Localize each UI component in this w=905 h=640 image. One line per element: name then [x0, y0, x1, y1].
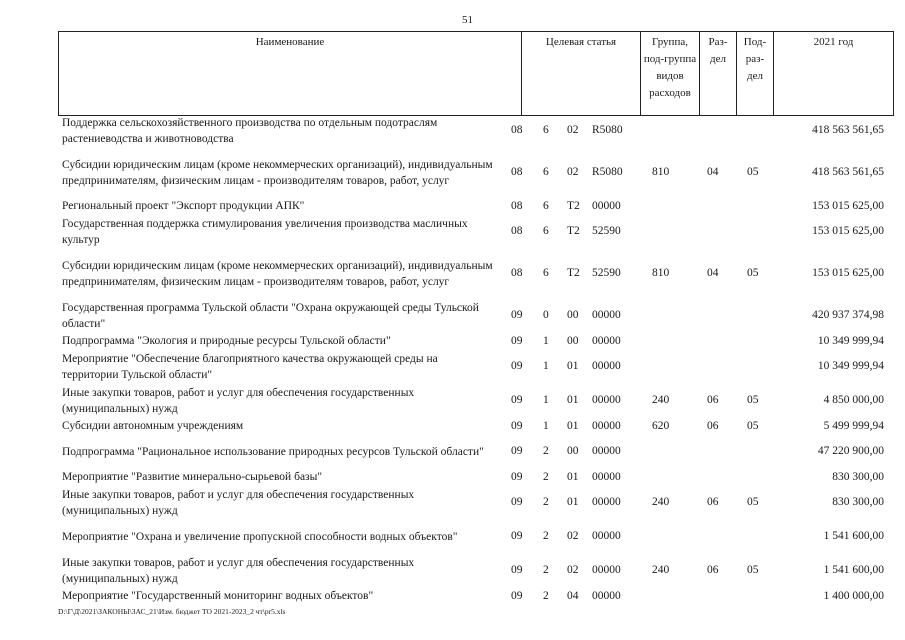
table-row — [62, 214, 892, 248]
table-row — [62, 197, 892, 214]
target-code-2: 2 — [543, 496, 549, 508]
target-code-4: 00000 — [592, 564, 621, 576]
subsection: 05 — [747, 267, 759, 279]
row-name: Иные закупки товаров, работ и услуг для обеспечения государственных (муниципальных) нужд — [62, 488, 415, 517]
target-code-3: 01 — [567, 394, 579, 406]
table-row — [62, 147, 892, 197]
target-code-1: 08 — [511, 166, 523, 178]
expense-group: 810 — [652, 166, 670, 178]
row-name: Мероприятие "Обеспечение благоприятного качества окружающей среды на территории Тульской области" — [62, 352, 438, 381]
footer-file-path: D:\Г\Д\2021\ЗАКОНЫ\ЗАС_21\Изм. бюджет ТО 2021-2023_2 чт\pr5.xls — [58, 607, 286, 616]
row-name: Мероприятие "Государственный мониторинг водных объектов" — [62, 590, 374, 602]
expense-group: 810 — [652, 267, 670, 279]
table-body — [62, 113, 892, 604]
amount-2021: 10 349 999,94 — [817, 334, 884, 347]
amount-2021: 153 015 625,00 — [812, 267, 884, 279]
target-code-3: 01 — [567, 419, 579, 432]
target-code-4: 52590 — [592, 225, 621, 237]
target-code-1: 08 — [511, 199, 523, 212]
expense-group: 240 — [652, 394, 670, 406]
target-code-3: 02 — [567, 124, 579, 136]
amount-2021: 1 541 600,00 — [823, 564, 884, 576]
section: 06 — [707, 496, 719, 508]
subsection: 05 — [747, 564, 759, 576]
row-name: Субсидии юридическим лицам (кроме некоммерческих организаций), индивидуальным предпринимателям, физическим лицам - производителям товаров, работ, услуг — [62, 259, 493, 288]
row-name: Мероприятие "Охрана и увеличение пропускной способности водных объектов" — [62, 530, 458, 543]
target-code-3: Т2 — [567, 225, 580, 237]
header-name: Наименование — [59, 32, 522, 116]
table-row — [62, 485, 892, 519]
row-name: Субсидии автономным учреждениям — [62, 420, 244, 432]
amount-2021: 1 541 600,00 — [823, 530, 884, 542]
target-code-4: 00000 — [592, 589, 621, 602]
row-name: Поддержка сельскохозяйственного производства по отдельным подотраслям растениеводства и животноводства — [62, 116, 438, 145]
table-row — [62, 298, 892, 332]
table-row — [62, 587, 892, 604]
row-name: Подпрограмма "Рациональное использование природных ресурсов Тульской области" — [62, 445, 484, 458]
target-code-4: 00000 — [592, 445, 621, 457]
target-code-1: 09 — [511, 445, 523, 457]
target-code-2: 6 — [543, 199, 549, 212]
header-section: Раз-дел — [700, 32, 737, 116]
target-code-2: 2 — [543, 564, 549, 576]
target-code-2: 6 — [543, 267, 549, 279]
table-header — [58, 31, 894, 116]
target-code-3: 02 — [567, 530, 579, 542]
row-name: Подпрограмма "Экология и природные ресурсы Тульской области" — [62, 335, 391, 347]
target-code-1: 09 — [511, 309, 523, 321]
table-row — [62, 332, 892, 349]
expense-group: 240 — [652, 564, 670, 576]
target-code-2: 2 — [543, 589, 549, 602]
target-code-3: 00 — [567, 445, 579, 457]
target-code-3: 02 — [567, 166, 579, 178]
expense-group: 620 — [652, 419, 670, 432]
target-code-4: 00000 — [592, 309, 621, 321]
target-code-1: 09 — [511, 564, 523, 576]
expense-group: 240 — [652, 496, 670, 508]
section: 04 — [707, 166, 719, 178]
section: 06 — [707, 419, 719, 432]
row-name: Государственная поддержка стимулирования увеличения производства масличных культур — [62, 217, 468, 246]
target-code-4: 52590 — [592, 267, 621, 279]
target-code-4: 00000 — [592, 360, 621, 372]
row-name: Иные закупки товаров, работ и услуг для обеспечения государственных (муниципальных) нужд — [62, 556, 415, 585]
table-row — [62, 434, 892, 468]
target-code-4: 00000 — [592, 496, 621, 508]
section: 04 — [707, 267, 719, 279]
table-row — [62, 113, 892, 147]
target-code-1: 09 — [511, 589, 523, 602]
target-code-3: 04 — [567, 589, 579, 602]
target-code-2: 2 — [543, 530, 549, 542]
target-code-1: 09 — [511, 496, 523, 508]
target-code-4: 00000 — [592, 530, 621, 542]
row-name: Субсидии юридическим лицам (кроме некоммерческих организаций), индивидуальным предпринимателям, физическим лицам - производителям товаров, работ, услуг — [62, 158, 493, 187]
row-name: Мероприятие "Развитие минерально-сырьевой базы" — [62, 471, 323, 483]
amount-2021: 5 499 999,94 — [823, 419, 884, 432]
target-code-1: 08 — [511, 124, 523, 136]
target-code-4: 00000 — [592, 394, 621, 406]
amount-2021: 418 563 561,65 — [812, 124, 884, 136]
amount-2021: 4 850 000,00 — [823, 394, 884, 406]
target-code-3: 00 — [567, 309, 579, 321]
target-code-4: 00000 — [592, 199, 621, 212]
header-year: 2021 год — [774, 32, 894, 116]
target-code-1: 09 — [511, 470, 523, 483]
target-code-1: 09 — [511, 334, 523, 347]
target-code-2: 6 — [543, 166, 549, 178]
target-code-2: 0 — [543, 309, 549, 321]
subsection: 05 — [747, 394, 759, 406]
page-number: 51 — [462, 14, 473, 26]
target-code-2: 1 — [543, 360, 549, 372]
subsection: 05 — [747, 419, 759, 432]
target-code-2: 2 — [543, 470, 549, 483]
amount-2021: 47 220 900,00 — [817, 445, 884, 457]
header-target-article: Целевая статья — [522, 32, 641, 116]
subsection: 05 — [747, 496, 759, 508]
target-code-2: 1 — [543, 394, 549, 406]
table-row — [62, 417, 892, 434]
table-row — [62, 248, 892, 298]
table-row — [62, 349, 892, 383]
target-code-4: R5080 — [592, 166, 623, 178]
table-row — [62, 553, 892, 587]
target-code-2: 1 — [543, 334, 549, 347]
amount-2021: 1 400 000,00 — [823, 589, 884, 602]
amount-2021: 830 300,00 — [832, 496, 884, 508]
target-code-3: 01 — [567, 360, 579, 372]
table-row — [62, 519, 892, 553]
section: 06 — [707, 394, 719, 406]
target-code-3: Т2 — [567, 267, 580, 279]
row-name: Иные закупки товаров, работ и услуг для обеспечения государственных (муниципальных) нужд — [62, 386, 415, 415]
table-row — [62, 468, 892, 485]
target-code-1: 09 — [511, 360, 523, 372]
target-code-3: 02 — [567, 564, 579, 576]
target-code-4: R5080 — [592, 124, 623, 136]
target-code-1: 08 — [511, 225, 523, 237]
target-code-4: 00000 — [592, 470, 621, 483]
header-subsection: Под-раз-дел — [737, 32, 774, 116]
subsection: 05 — [747, 166, 759, 178]
amount-2021: 153 015 625,00 — [812, 225, 884, 237]
target-code-1: 08 — [511, 267, 523, 279]
amount-2021: 153 015 625,00 — [812, 199, 884, 212]
target-code-1: 09 — [511, 394, 523, 406]
header-group: Группа, под-группа видов расходов — [641, 32, 700, 116]
row-name: Региональный проект "Экспорт продукции АПК" — [62, 200, 305, 212]
table-row — [62, 383, 892, 417]
target-code-2: 1 — [543, 419, 549, 432]
target-code-2: 6 — [543, 225, 549, 237]
target-code-3: 00 — [567, 334, 579, 347]
amount-2021: 10 349 999,94 — [817, 360, 884, 372]
amount-2021: 830 300,00 — [832, 470, 884, 483]
target-code-3: 01 — [567, 470, 579, 483]
target-code-3: 01 — [567, 496, 579, 508]
target-code-4: 00000 — [592, 334, 621, 347]
amount-2021: 420 937 374,98 — [812, 309, 884, 321]
row-name: Государственная программа Тульской области "Охрана окружающей среды Тульской области" — [62, 301, 479, 330]
target-code-2: 6 — [543, 124, 549, 136]
target-code-1: 09 — [511, 419, 523, 432]
section: 06 — [707, 564, 719, 576]
target-code-2: 2 — [543, 445, 549, 457]
target-code-4: 00000 — [592, 419, 621, 432]
amount-2021: 418 563 561,65 — [812, 166, 884, 178]
target-code-3: Т2 — [567, 199, 580, 212]
target-code-1: 09 — [511, 530, 523, 542]
